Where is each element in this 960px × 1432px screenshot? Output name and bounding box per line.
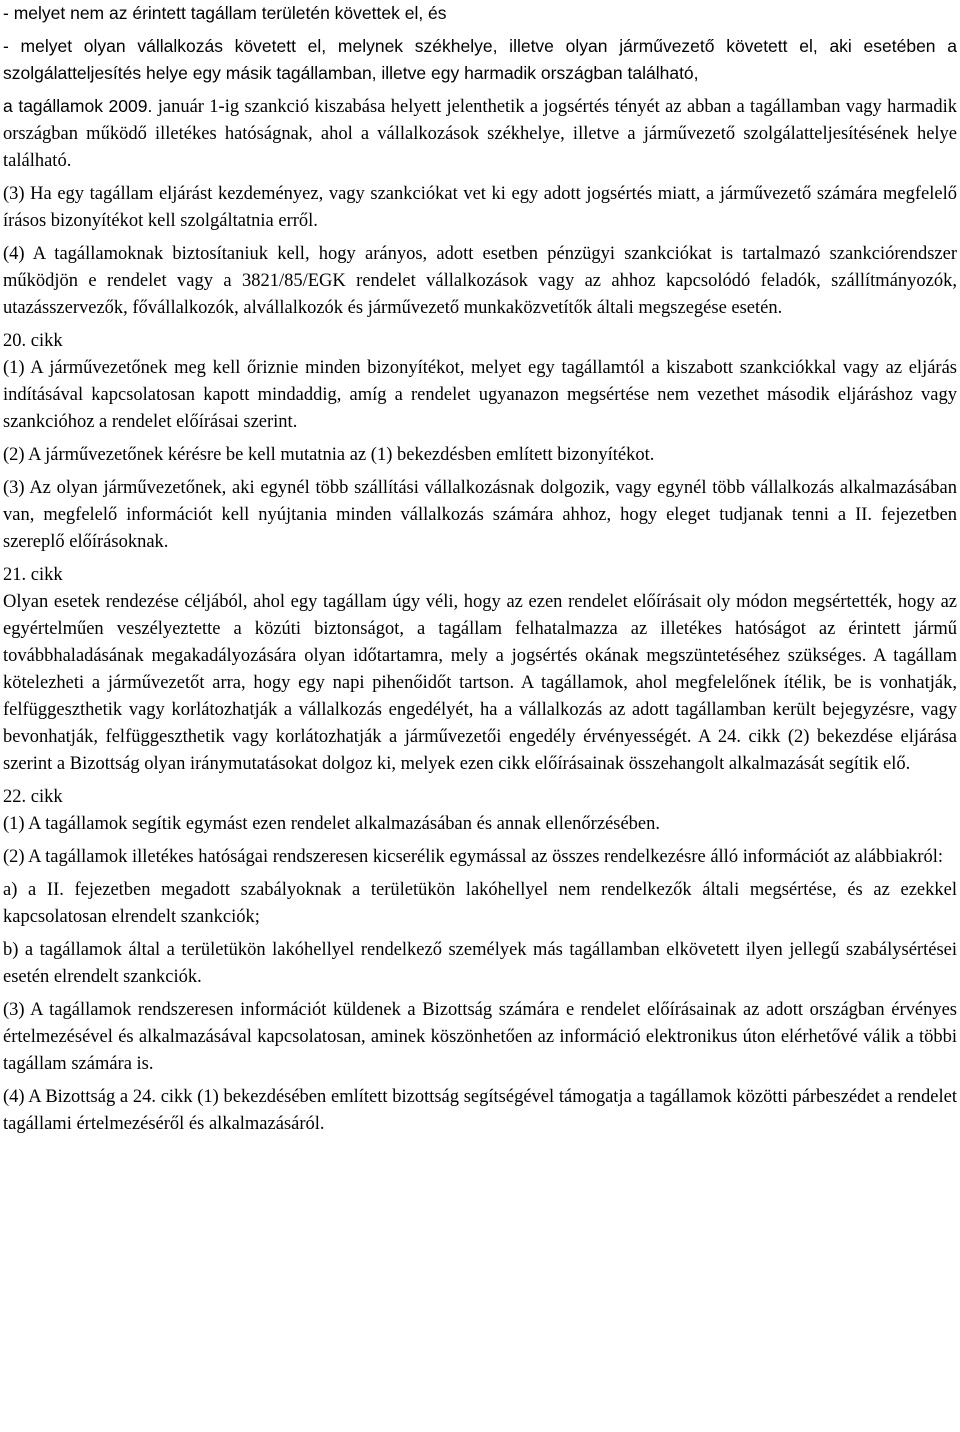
paragraph: (2) A tagállamok illetékes hatóságai rendszeresen kicserélik egymással az összes rendelkezésre álló információt az alábbiakról: (3, 847, 944, 867)
paragraph-lead: a tagállamok 2009. (3, 96, 153, 116)
article-heading: 21. cikk (3, 565, 63, 585)
paragraph: (1) A tagállamok segítik egymást ezen rendelet alkalmazásában és annak ellenőrzésében. (3, 814, 660, 834)
paragraph: - melyet olyan vállalkozás követett el, melynek székhelye, illetve olyan járművezető követett el, aki esetében a szolgálatteljesítés helye egy másik tagállamban, illetve egy harmadik országban található, (3, 36, 957, 83)
article-heading: 22. cikk (3, 787, 63, 807)
paragraph: (1) A járművezetőnek meg kell őriznie minden bizonyítékot, melyet egy tagállamtól a kiszabott szankciókkal vagy az eljárás indításával kapcsolatosan kapott mindaddig, amíg a rendelet ugyanazon megsértése nem vezethet második eljáráshoz vagy szankcióhoz a rendelet előírásai szerint. (3, 358, 957, 432)
paragraph: Olyan esetek rendezése céljából, ahol egy tagállam úgy véli, hogy az ezen rendelet előírásait oly módon megsértették, hogy az egyértelműen veszélyeztette a közúti biztonságot, a tagállam felhatalmazza az illetékes hatóságot az érintett jármű továbbhaladásának megakadályozására olyan időtartamra, mely a jogsértés okának megszüntetéséhez szükséges. A tagállam kötelezheti a járművezetőt arra, hogy egy napi pihenőidőt tartson. A tagállamok, ahol megfelelőnek ítélik, be is vonhatják, felfüggeszthetik vagy korlátozhatják a vállalkozás engedélyét, ha a vállalkozás az adott tagállamban került bejegyzésre, vagy bevonhatják, felfüggeszthetik vagy korlátozhatják a járművezetői engedély érvényességét. A 24. cikk (2) bekezdése eljárása szerint a Bizottság olyan iránymutatásokat dolgoz ki, melyek ezen cikk előírásainak összehangolt alkalmazását segítik elő. (3, 592, 957, 774)
paragraph: (3) Az olyan járművezetőnek, aki egynél több szállítási vállalkozásnak dolgozik, vagy egynél több vállalkozás alkalmazásában van, megfelelő információt kell nyújtania minden vállalkozás számára ahhoz, hogy eleget tudjanak tenni a II. fejezetben szereplő előírásoknak. (3, 478, 957, 552)
paragraph-body: január 1-ig szankció kiszabása helyett jelenthetik a jogsértés tényét az abban a tagállamban vagy harmadik országban működő illetékes hatóságnak, ahol a vállalkozások székhelye, illetve a járművezető szolgálatteljesítésének helye található. (3, 97, 958, 171)
article-heading: 20. cikk (3, 331, 63, 351)
paragraph: b) a tagállamok által a területükön lakóhellyel rendelkező személyek más tagállamban elkövetett ilyen jellegű szabálysértései esetén elrendelt szankciók. (3, 940, 957, 987)
paragraph (3, 93, 957, 175)
paragraph: (2) A járművezetőnek kérésre be kell mutatnia az (1) bekezdésben említett bizonyítékot. (3, 445, 655, 465)
paragraph: (3) A tagállamok rendszeresen információt küldenek a Bizottság számára e rendelet előírásainak az adott országban érvényes értelmezésével és alkalmazásával kapcsolatosan, aminek köszönhetően az információ elektronikus úton elérhetővé válik a többi tagállam számára is. (3, 1000, 957, 1074)
paragraph: a) a II. fejezetben megadott szabályoknak a területükön lakóhellyel nem rendelkezők általi megsértése, és az ezekkel kapcsolatosan elrendelt szankciók; (3, 880, 957, 927)
paragraph: - melyet nem az érintett tagállam területén követtek el, és (3, 3, 447, 23)
paragraph: (4) A tagállamoknak biztosítaniuk kell, hogy arányos, adott esetben pénzügyi szankciókat is tartalmazó szankciórendszer működjön e rendelet vagy a 3821/85/EGK rendelet vállalkozások vagy az ahhoz kapcsolódó feladók, szállítmányozók, utazásszervezők, fővállalkozók, alvállalkozók és járművezető munkaközvetítők általi megszegése esetén. (3, 244, 957, 318)
paragraph: (3) Ha egy tagállam eljárást kezdeményez, vagy szankciókat vet ki egy adott jogsértés miatt, a járművezető számára megfelelő írásos bizonyítékot kell szolgáltatnia erről. (3, 184, 957, 231)
paragraph: (4) A Bizottság a 24. cikk (1) bekezdésében említett bizottság segítségével támogatja a tagállamok közötti párbeszédet a rendelet tagállami értelmezéséről és alkalmazásáról. (3, 1087, 957, 1134)
document-page (3, 0, 957, 1138)
